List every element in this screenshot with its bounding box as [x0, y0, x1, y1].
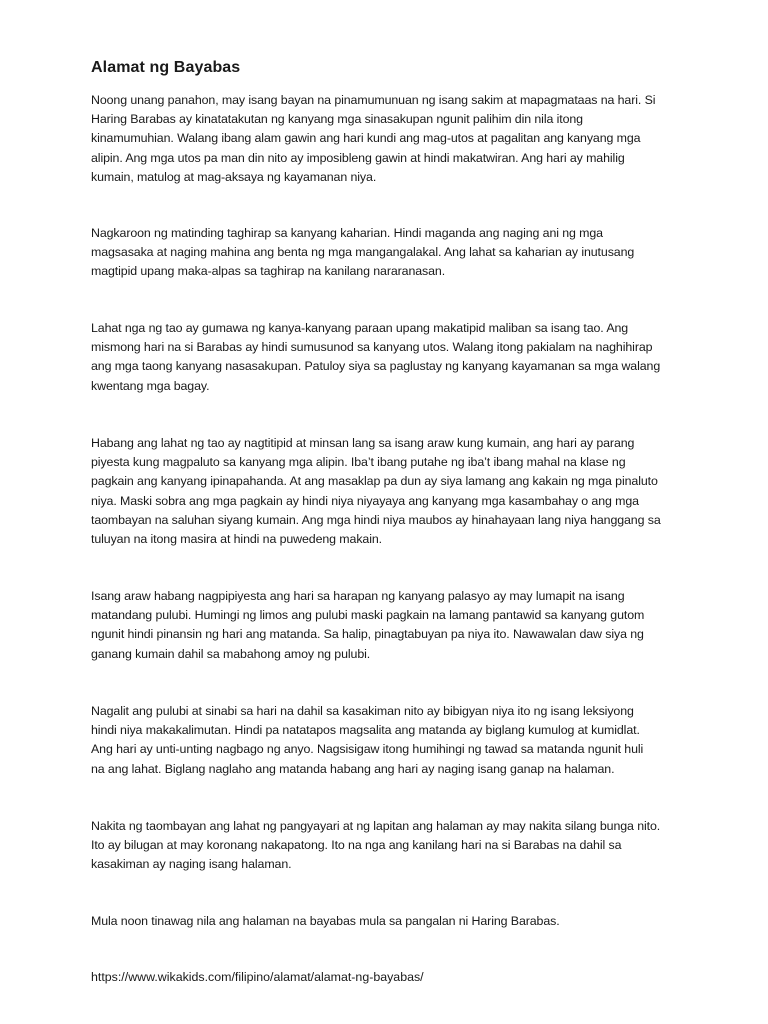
paragraph-line: niya. Maski sobra ang mga pagkain ay hindi niya niyayaya ang kanyang mga kasambahay o ang mga — [91, 493, 639, 508]
paragraph-line: pagkain ang kanyang ipinapahanda. At ang masaklap pa dun ay siya lamang ang kakain ng mga pinaluto — [91, 474, 658, 489]
paragraph-line: matandang pulubi. Humingi ng limos ang pulubi maski pagkain na lamang pantawid sa kanyang gutom — [91, 608, 645, 623]
paragraph-5 — [91, 587, 691, 664]
paragraph-8 — [91, 912, 691, 931]
paragraph-line: Lahat nga ng tao ay gumawa ng kanya-kanyang paraan upang makatipid maliban sa isang tao. Ang — [91, 321, 629, 335]
source-url-link[interactable]: https://www.wikakids.com/filipino/alamat/alamat-ng-bayabas/ — [91, 970, 424, 984]
paragraph-3 — [91, 319, 691, 396]
paragraph-line: tuluyan na itong masira at hindi na puwedeng makain. — [91, 532, 382, 547]
paragraph-line: ang mga taong kanyang nasasakupan. Patuloy siya sa paglustay ng kanyang kayamanan sa mga walang — [91, 359, 661, 374]
paragraph-line: Nagkaroon ng matinding taghirap sa kanyang kaharian. Hindi maganda ang naging ani ng mga — [91, 226, 603, 240]
paragraph-line: Habang ang lahat ng tao ay nagtitipid at minsan lang sa isang araw kung kumain, ang hari ay parang — [91, 436, 635, 450]
paragraph-line: alipin. Ang mga utos pa man din nito ay imposibleng gawin at hindi makatwiran. Ang hari ay mahilig — [91, 150, 625, 165]
paragraph-4 — [91, 434, 691, 549]
paragraph-line: ganang kumain dahil sa mabahong amoy ng pulubi. — [91, 646, 371, 661]
paragraph-line: kwentang mga bagay. — [91, 378, 210, 393]
paragraph-line: hindi niya makakalimutan. Hindi pa natatapos magsalita ang matanda ay biglang kumulog at kumidlat. — [91, 723, 640, 738]
paragraph-line: Noong unang panahon, may isang bayan na pinamumunuan ng isang sakim at mapagmataas na hari. Si — [91, 93, 656, 107]
paragraph-line: Mula noon tinawag nila ang halaman na bayabas mula sa pangalan ni Haring Barabas. — [91, 914, 560, 928]
paragraph-line: Haring Barabas ay kinatatakutan ng kanyang mga sinasakupan ngunit palihim din nila itong — [91, 112, 583, 127]
paragraph-line: piyesta kung magpaluto sa kanyang mga alipin. Iba’t ibang putahe ng iba’t ibang mahal na klase ng — [91, 455, 626, 470]
paragraph-2 — [91, 224, 691, 282]
paragraph-6 — [91, 702, 691, 779]
paragraph-1 — [91, 91, 691, 187]
paragraph-line: Nagalit ang pulubi at sinabi sa hari na dahil sa kasakiman nito ay bibigyan niya ito ng isang leksiyong — [91, 704, 634, 718]
paragraph-line: Ito ay bilugan at may koronang nakapatong. Ito na nga ang kanilang hari na si Barabas na dahil sa — [91, 838, 622, 853]
paragraph-7 — [91, 817, 691, 875]
paragraph-line: ngunit hindi pinansin ng hari ang matanda. Sa halip, pinagtabuyan pa niya ito. Nawawalan daw siya ng — [91, 627, 644, 642]
document-title: Alamat ng Bayabas — [91, 59, 241, 76]
paragraph-line: kinamumuhian. Walang ibang alam gawin ang hari kundi ang mag-utos at pagalitan ang kanyang mga — [91, 131, 641, 146]
paragraph-line: na ang lahat. Biglang naglaho ang matanda habang ang hari ay naging isang ganap na halaman. — [91, 761, 615, 776]
paragraph-line: Ang hari ay unti-unting nagbago ng anyo. Nagsisigaw itong humihingi ng tawad sa matanda ngunit huli — [91, 742, 644, 757]
paragraph-line: kumain, matulog at mag-aksaya ng kayamanan niya. — [91, 169, 377, 184]
paragraph-line: Nakita ng taombayan ang lahat ng pangyayari at ng lapitan ang halaman ay may nakita silang bunga nito. — [91, 819, 661, 833]
paragraph-line: magsasaka at naging mahina ang benta ng mga mangangalakal. Ang lahat sa kaharian ay inutusang — [91, 245, 635, 260]
paragraph-line: mismong hari na si Barabas ay hindi sumusunod sa kanyang utos. Walang itong pakialam na naghihirap — [91, 340, 653, 355]
paragraph-line: kasakiman ay naging isang halaman. — [91, 857, 292, 872]
paragraph-line: magtipid upang maka-alpas sa taghirap na kanilang nararanasan. — [91, 264, 446, 279]
paragraph-line: taombayan na saluhan siyang kumain. Ang mga hindi niya maubos ay hinahayaan lang niya hanggang sa — [91, 512, 661, 527]
paragraph-line: Isang araw habang nagpipiyesta ang hari sa harapan ng kanyang palasyo ay may lumapit na isang — [91, 589, 625, 603]
